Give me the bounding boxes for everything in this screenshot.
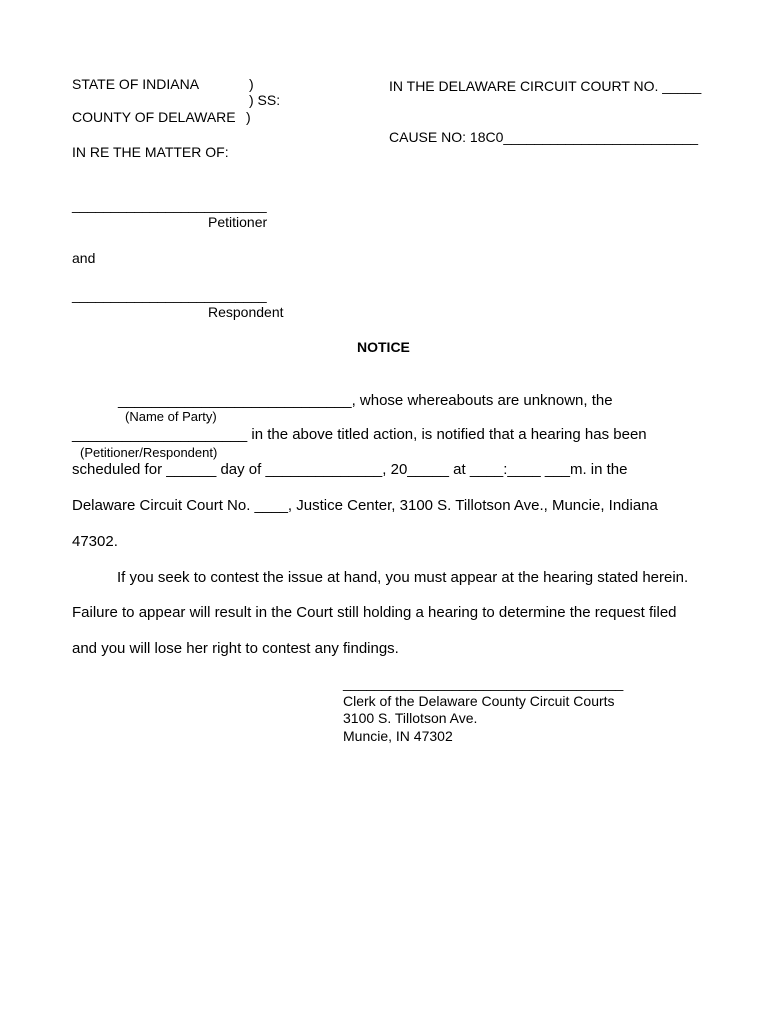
clerk-address-1: 3100 S. Tillotson Ave. bbox=[343, 710, 478, 726]
state-of-indiana: STATE OF INDIANA bbox=[72, 76, 200, 92]
caption-paren-ss: ) SS: bbox=[249, 92, 281, 108]
notice-line-5: 47302. bbox=[72, 533, 118, 550]
caption-paren-3: ) bbox=[246, 109, 251, 125]
contest-paragraph-line-1: If you seek to contest the issue at hand, you must appear at the hearing stated herein. bbox=[117, 569, 689, 586]
county-of-delaware: COUNTY OF DELAWARE bbox=[72, 109, 236, 125]
in-re-matter: IN RE THE MATTER OF: bbox=[72, 144, 229, 160]
petitioner-blank: _________________________ bbox=[72, 197, 267, 213]
notice-line-1: ____________________________, whose whereabouts are unknown, the bbox=[118, 392, 613, 409]
petitioner-label: Petitioner bbox=[208, 214, 268, 230]
respondent-label: Respondent bbox=[208, 304, 284, 320]
respondent-blank: _________________________ bbox=[72, 287, 267, 303]
clerk-address-2: Muncie, IN 47302 bbox=[343, 728, 453, 744]
name-of-party-hint: (Name of Party) bbox=[125, 409, 217, 424]
notice-line-4: Delaware Circuit Court No. ____, Justice Center, 3100 S. Tillotson Ave., Muncie, Indiana bbox=[72, 497, 658, 514]
and-text: and bbox=[72, 250, 96, 266]
notice-line-2: _____________________ in the above titled action, is notified that a hearing has been bbox=[72, 426, 647, 443]
cause-number: CAUSE NO: 18C0_________________________ bbox=[389, 129, 699, 145]
court-number: IN THE DELAWARE CIRCUIT COURT NO. _____ bbox=[389, 78, 702, 94]
contest-paragraph-line-2: Failure to appear will result in the Court still holding a hearing to determine the request filed bbox=[72, 604, 677, 621]
signature-line: ____________________________________ bbox=[343, 675, 624, 691]
pet-resp-hint: (Petitioner/Respondent) bbox=[80, 445, 218, 460]
notice-heading: NOTICE bbox=[357, 339, 410, 355]
caption-paren-1: ) bbox=[249, 76, 254, 92]
notice-line-3: scheduled for ______ day of ______________, 20_____ at ____:____ ___m. in the bbox=[72, 461, 628, 478]
clerk-title: Clerk of the Delaware County Circuit Courts bbox=[343, 693, 615, 709]
contest-paragraph-line-3: and you will lose her right to contest any findings. bbox=[72, 640, 399, 657]
